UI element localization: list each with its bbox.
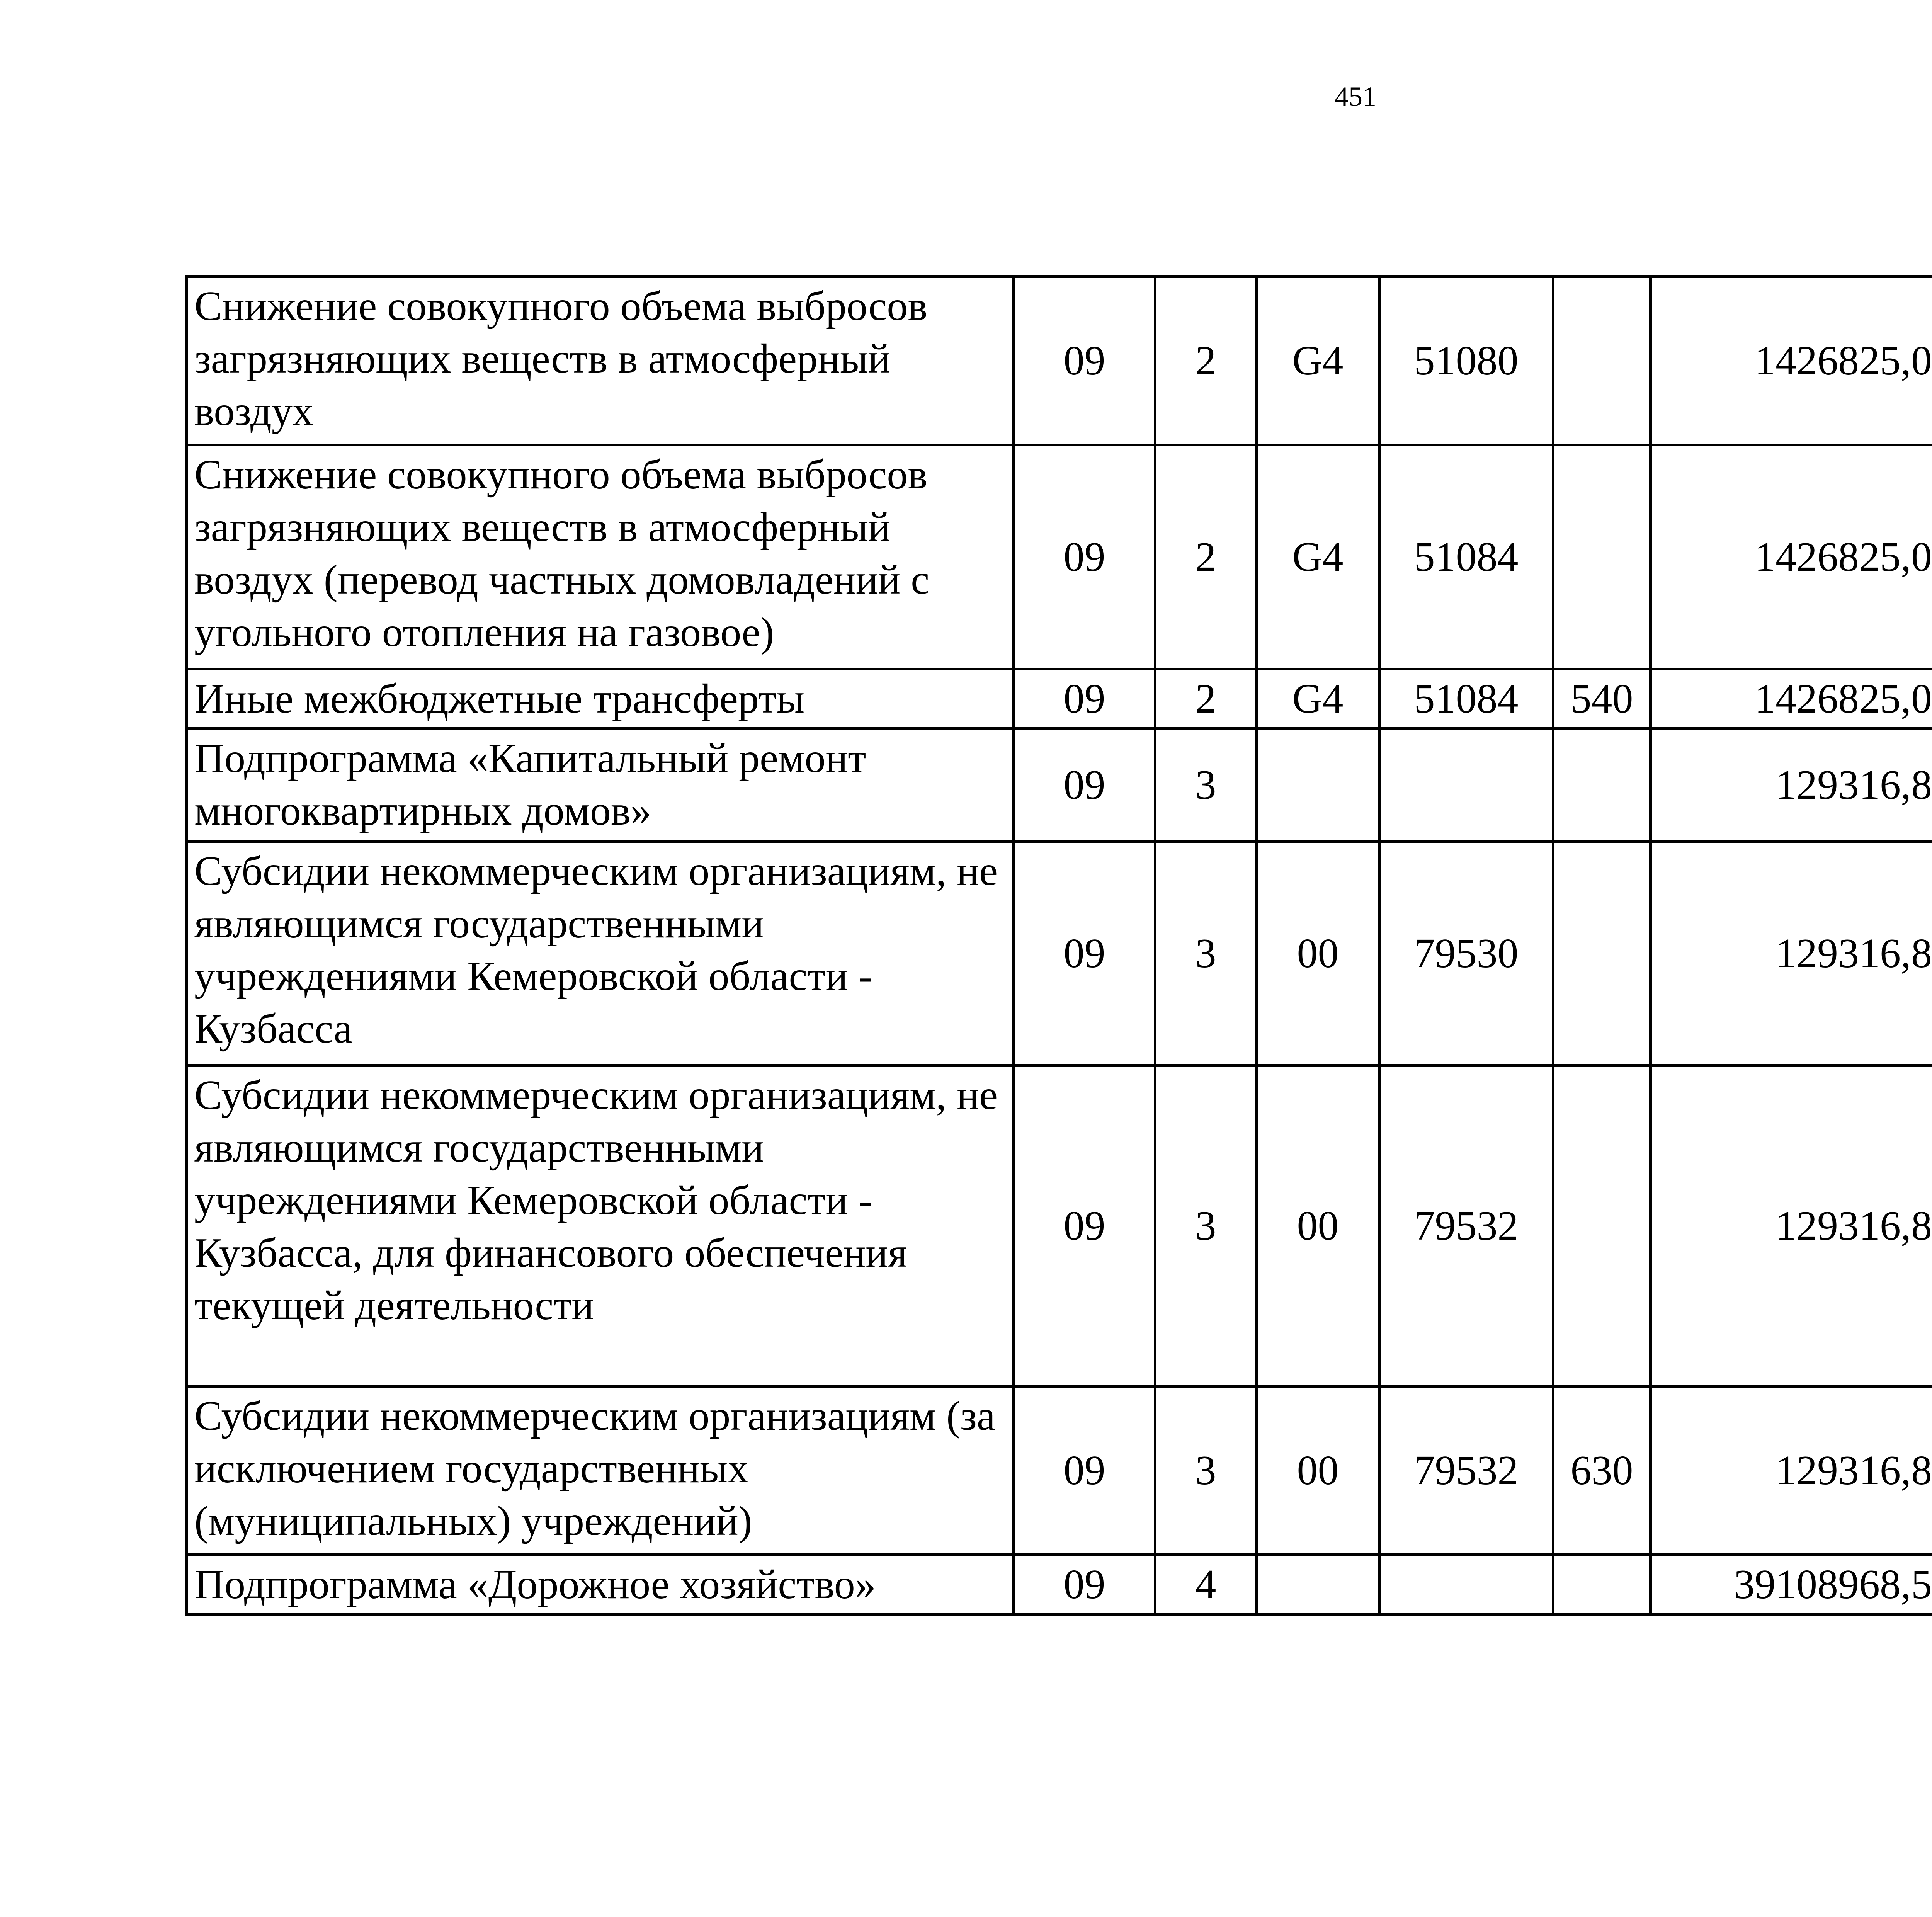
expense-type-code: [1553, 445, 1651, 669]
section-code: 09: [1014, 729, 1155, 842]
amount-year-1: 1426825,0: [1651, 445, 1932, 669]
table-row: [187, 1386, 1932, 1555]
direction-code: 79530: [1379, 842, 1553, 1066]
section-code: 09: [1014, 842, 1155, 1066]
amount-year-1: 129316,8: [1651, 1386, 1932, 1555]
section-code: 09: [1014, 1066, 1155, 1386]
section-code: 09: [1014, 669, 1155, 729]
row-name: Подпрограмма «Капитальный ремонт многоквартирных домов»: [187, 729, 1014, 842]
direction-code: [1379, 1555, 1553, 1614]
table-row: [187, 277, 1932, 445]
amount-year-1: 1426825,0: [1651, 669, 1932, 729]
amount-year-1: 1426825,0: [1651, 277, 1932, 445]
table-row: [187, 1555, 1932, 1614]
table-row: [187, 729, 1932, 842]
direction-code: 79532: [1379, 1066, 1553, 1386]
subsection-code: 3: [1155, 729, 1257, 842]
row-name: Снижение совокупного объема выбросов загрязняющих веществ в атмосферный воздух: [187, 277, 1014, 445]
expense-type-code: [1553, 842, 1651, 1066]
table-row: [187, 1066, 1932, 1386]
expense-type-code: 540: [1553, 669, 1651, 729]
expense-type-code: [1553, 729, 1651, 842]
expense-type-code: 630: [1553, 1386, 1651, 1555]
expense-type-code: [1553, 1555, 1651, 1614]
program-code: 00: [1257, 842, 1379, 1066]
expense-type-code: [1553, 1066, 1651, 1386]
direction-code: 79532: [1379, 1386, 1553, 1555]
row-name: Снижение совокупного объема выбросов загрязняющих веществ в атмосферный воздух (перевод частных домовладений с угольного отопления на газовое): [187, 445, 1014, 669]
direction-code: 51084: [1379, 445, 1553, 669]
program-code: [1257, 1555, 1379, 1614]
direction-code: 51084: [1379, 669, 1553, 729]
table-row: [187, 445, 1932, 669]
page-number: 451: [1335, 81, 1376, 112]
program-code: 00: [1257, 1386, 1379, 1555]
row-name: Субсидии некоммерческим организациям, не являющимся государственными учреждениями Кемеровской области - Кузбасса: [187, 842, 1014, 1066]
amount-year-1: 129316,8: [1651, 729, 1932, 842]
row-name: Иные межбюджетные трансферты: [187, 669, 1014, 729]
subsection-code: 4: [1155, 1555, 1257, 1614]
program-code: G4: [1257, 277, 1379, 445]
amount-year-1: 129316,8: [1651, 842, 1932, 1066]
row-name: Субсидии некоммерческим организациям, не являющимся государственными учреждениями Кемеровской области - Кузбасса, для финансового обеспечения текущей деятельности: [187, 1066, 1014, 1386]
amount-year-1: 129316,8: [1651, 1066, 1932, 1386]
direction-code: 51080: [1379, 277, 1553, 445]
section-code: 09: [1014, 1386, 1155, 1555]
section-code: 09: [1014, 445, 1155, 669]
program-code: 00: [1257, 1066, 1379, 1386]
amount-year-1: 39108968,5: [1651, 1555, 1932, 1614]
program-code: [1257, 729, 1379, 842]
row-name: Подпрограмма «Дорожное хозяйство»: [187, 1555, 1014, 1614]
subsection-code: 2: [1155, 445, 1257, 669]
table-row: [187, 842, 1932, 1066]
table-row: [187, 669, 1932, 729]
subsection-code: 2: [1155, 277, 1257, 445]
section-code: 09: [1014, 277, 1155, 445]
row-name: Субсидии некоммерческим организациям (за исключением государственных (муниципальных) учреждений): [187, 1386, 1014, 1555]
subsection-code: 3: [1155, 842, 1257, 1066]
subsection-code: 2: [1155, 669, 1257, 729]
subsection-code: 3: [1155, 1386, 1257, 1555]
expense-type-code: [1553, 277, 1651, 445]
subsection-code: 3: [1155, 1066, 1257, 1386]
section-code: 09: [1014, 1555, 1155, 1614]
program-code: G4: [1257, 669, 1379, 729]
budget-table: [185, 275, 1932, 1616]
direction-code: [1379, 729, 1553, 842]
program-code: G4: [1257, 445, 1379, 669]
